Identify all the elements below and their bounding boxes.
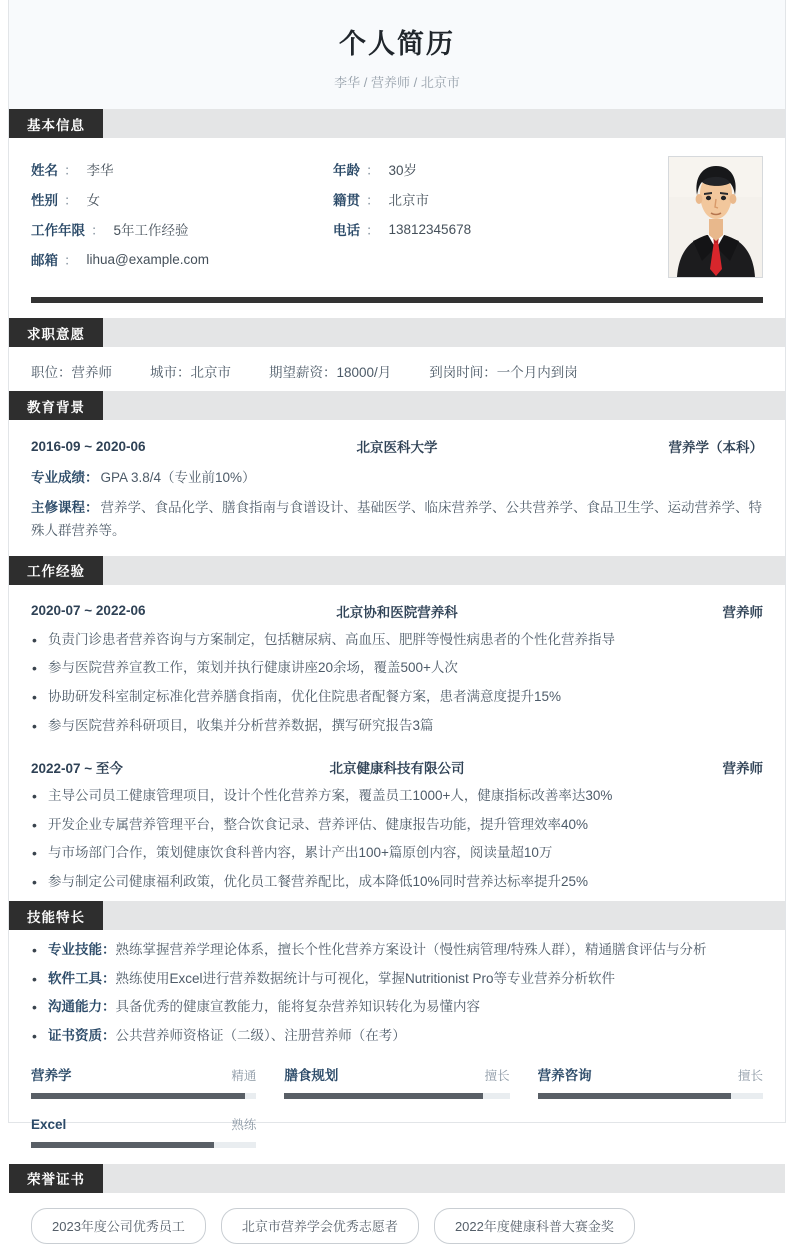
honor-pill: 2023年度公司优秀员工 [31,1208,206,1244]
section-bar-intent [9,318,785,347]
job-entry-hospital [31,601,763,735]
education-school: 北京医科大学 [356,440,438,455]
profile-photo-illustration [669,157,762,277]
skill-fill [538,1093,732,1099]
skill-fill [31,1093,245,1099]
job-entry-company [31,757,763,891]
section-divider [31,297,763,303]
intent-position: 职位：营养师 [31,365,112,380]
section-bar-honors [9,1164,785,1193]
education-header-row [31,436,763,456]
education-period: 2016-09 ~ 2020-06 [31,438,146,454]
skill-bullet-professional: • 专业技能：熟练掌握营养学理论体系，擅长个性化营养方案设计（慢性病管理/特殊人群），精通膳食评估与分析 [31,940,763,960]
field-label: 籍贯 [333,193,360,208]
section-bar-education [9,391,785,420]
education-degree: 营养学（本科） [668,440,763,455]
intent-city: 城市：北京市 [150,365,231,380]
field-phone: 电话 ： 13812345678 [333,214,633,244]
skill-bars-grid [31,1064,763,1148]
work-block [9,601,785,892]
honor-pill: 2022年度健康科普大赛金奖 [434,1208,635,1244]
job-role: 营养师 [722,761,763,777]
field-hometown: 籍贯 ： 北京市 [333,184,633,214]
section-bar-work [9,556,785,585]
field-label: 邮箱 [31,253,58,268]
job-bullet: • 开发企业专属营养管理平台，整合饮食记录、营养评估、健康报告功能，提升管理效率40% [31,815,763,835]
section-title-work: 工作经验 [9,556,103,585]
resume-page [8,0,786,1234]
field-label: 年龄 [333,163,360,178]
field-gender: 性别 ： 女 [31,184,333,214]
section-title-skills: 技能特长 [9,901,103,930]
skill-bullet-certificates: • 证书资质：公共营养师资格证（二级）、注册营养师（在考） [31,1026,763,1046]
profile-photo [668,156,763,278]
job-period: 2020-07 ~ 2022-06 [31,603,146,619]
field-email: 邮箱 ： lihua@example.com [31,244,333,274]
skill-track [31,1142,256,1148]
basic-info-block [31,154,763,284]
education-courses-line: 主修课程： 营养学、食品化学、膳食指南与食谱设计、基础医学、临床营养学、公共营养学、食品卫生学、运动营养学、特殊人群营养等。 [31,499,762,538]
job-bullet: • 参与医院营养宣教工作，策划并执行健康讲座20余场，覆盖500+人次 [31,658,763,678]
field-label: 工作年限 [31,223,85,238]
field-value: 北京市 [388,193,429,208]
section-title-intent: 求职意愿 [9,318,103,347]
job-header-row [31,757,763,777]
section-title-education: 教育背景 [9,391,103,420]
honors-block [9,1208,785,1244]
page-title: 个人简历 [339,29,455,59]
job-intent-row [31,361,763,381]
job-bullet: • 参与制定公司健康福利政策，优化员工餐营养配比，成本降低10%同时营养达标率提升25% [31,872,763,892]
section-title-honors: 荣誉证书 [9,1164,103,1193]
job-bullet: • 参与医院营养科研项目，收集并分析营养数据，撰写研究报告3篇 [31,716,763,736]
section-title-basic: 基本信息 [9,109,103,138]
honor-pill: 北京市营养学会优秀志愿者 [221,1208,419,1244]
field-label: 性别 [31,193,58,208]
skill-track [284,1093,509,1099]
job-company: 北京协和医院营养科 [336,604,458,620]
skill-bar-excel: Excel 熟练 [31,1115,256,1148]
skill-fill [284,1093,482,1099]
skill-bullet-software: • 软件工具：熟练使用Excel进行营养数据统计与可视化，掌握Nutritionist Pro等专业营养分析软件 [31,969,763,989]
education-gpa-line: 专业成绩： GPA 3.8/4（专业前10%） [31,470,256,485]
job-bullet: • 主导公司员工健康管理项目，设计个性化营养方案，覆盖员工1000+人，健康指标改善率达30% [31,786,763,806]
field-label: 电话 [333,223,360,238]
field-value: 女 [86,193,100,208]
field-value: 李华 [86,163,114,178]
section-bar-basic [9,109,785,138]
field-name: 姓名 ： 李华 [31,154,333,184]
skill-fill [31,1142,214,1148]
field-value: 5年工作经验 [113,223,189,238]
field-label: 姓名 [31,163,58,178]
skill-bar-meal-planning: 膳食规划 擅长 [284,1064,509,1099]
skills-block [9,940,785,1147]
page-subtitle: 李华 / 营养师 / 北京市 [334,75,460,90]
intent-availability: 到岗时间：一个月内到岗 [429,365,578,380]
skill-track [538,1093,763,1099]
job-period: 2022-07 ~ 至今 [31,761,123,777]
field-value: lihua@example.com [86,251,210,267]
job-header-row [31,601,763,621]
skill-bullet-communication: • 沟通能力：具备优秀的健康宣教能力，能将复杂营养知识转化为易懂内容 [31,997,763,1017]
field-age: 年龄 ： 30岁 [333,154,633,184]
skill-bar-consulting: 营养咨询 擅长 [538,1064,763,1099]
field-value: 13812345678 [388,221,472,237]
education-block [9,436,785,543]
field-experience-years: 工作年限 ： 5年工作经验 [31,214,333,244]
job-bullet: • 与市场部门合作，策划健康饮食科普内容，累计产出100+篇原创内容，阅读量超10万 [31,843,763,863]
job-bullet: • 负责门诊患者营养咨询与方案制定，包括糖尿病、高血压、肥胖等慢性病患者的个性化营养指导 [31,630,763,650]
skill-track [31,1093,256,1099]
resume-header [9,0,785,109]
job-role: 营养师 [722,604,763,620]
section-bar-skills [9,901,785,930]
job-company: 北京健康科技有限公司 [329,761,465,777]
job-bullet: • 协助研发科室制定标准化营养膳食指南，优化住院患者配餐方案，患者满意度提升15% [31,687,763,707]
field-value: 30岁 [388,163,418,178]
skill-bar-nutrition: 营养学 精通 [31,1064,256,1099]
intent-salary: 期望薪资：18000/月 [269,365,392,380]
